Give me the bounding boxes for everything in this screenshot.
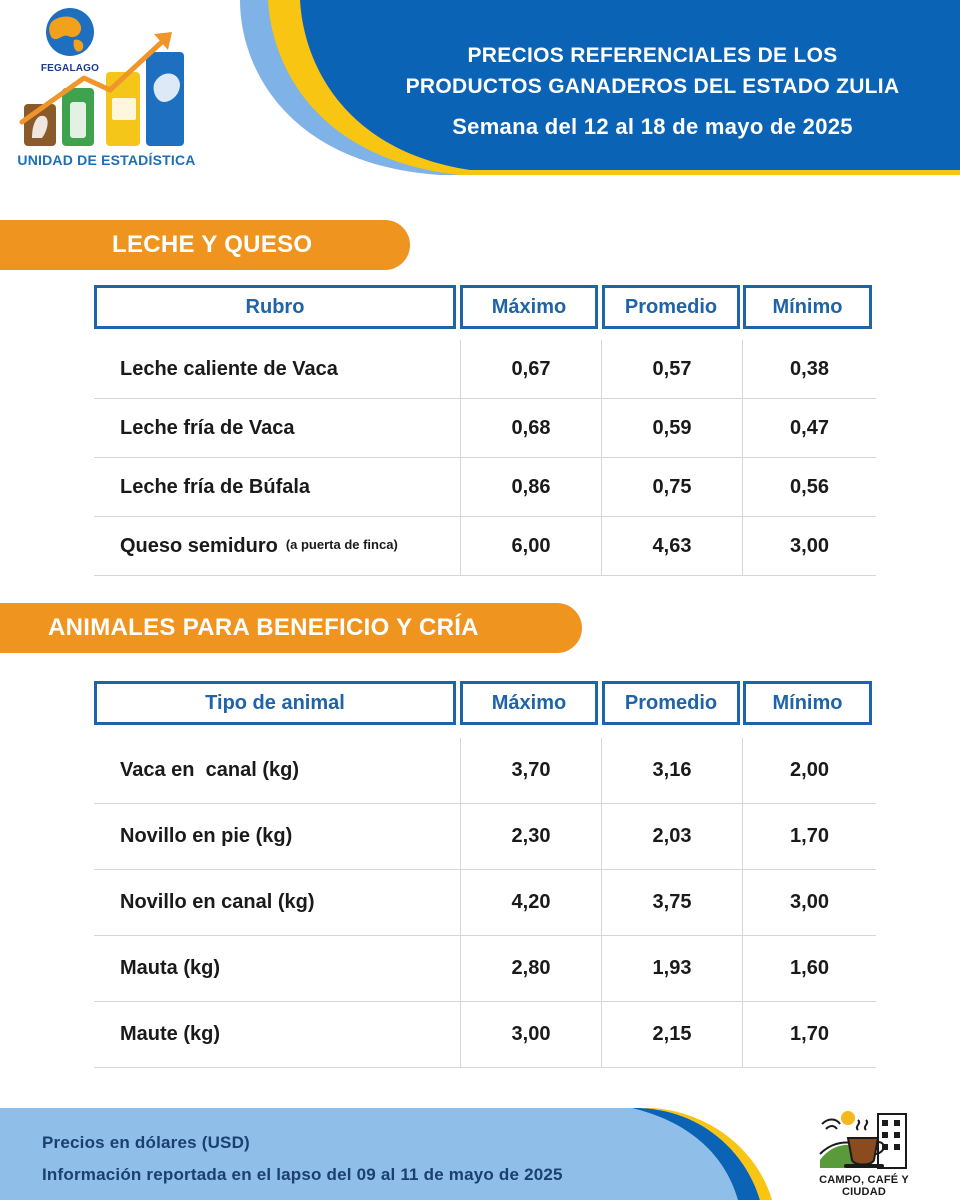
coffee-cup-city-icon bbox=[818, 1108, 910, 1170]
period-note: Información reportada en el lapso del 09 al 11 de mayo de 2025 bbox=[42, 1165, 563, 1184]
page-title-line-2: PRODUCTOS GANADEROS DEL ESTADO ZULIA bbox=[405, 75, 900, 98]
row-max: 3,00 bbox=[460, 1002, 601, 1067]
column-header-minimo: Mínimo bbox=[743, 285, 872, 329]
table-row bbox=[94, 340, 876, 399]
row-avg: 3,75 bbox=[601, 870, 742, 935]
table-row bbox=[94, 936, 876, 1002]
row-max: 6,00 bbox=[460, 517, 601, 575]
row-name: Mauta (kg) bbox=[120, 957, 220, 979]
price-table-leche-queso bbox=[94, 340, 876, 576]
row-max: 0,86 bbox=[460, 458, 601, 516]
row-min: 3,00 bbox=[742, 870, 876, 935]
row-max: 4,20 bbox=[460, 870, 601, 935]
row-name: Queso semiduro bbox=[120, 534, 278, 557]
campo-cafe-ciudad-badge bbox=[798, 1108, 930, 1198]
week-range: Semana del 12 al 18 de mayo de 2025 bbox=[452, 114, 853, 139]
row-max: 2,30 bbox=[460, 804, 601, 869]
footer-notes bbox=[42, 1127, 563, 1191]
row-min: 0,56 bbox=[742, 458, 876, 516]
row-min: 0,38 bbox=[742, 340, 876, 398]
row-name: Leche fría de Vaca bbox=[120, 416, 295, 439]
currency-note: Precios en dólares (USD) bbox=[42, 1133, 250, 1152]
row-name: Leche caliente de Vaca bbox=[120, 357, 338, 380]
logo-brand-text: FEGALAGO bbox=[40, 63, 100, 74]
column-header-rubro: Rubro bbox=[94, 285, 456, 329]
column-header-tipo-animal: Tipo de animal bbox=[94, 681, 456, 725]
row-max: 3,70 bbox=[460, 738, 601, 803]
table-row bbox=[94, 804, 876, 870]
table-row bbox=[94, 738, 876, 804]
row-min: 1,60 bbox=[742, 936, 876, 1001]
page-title-line-1: PRECIOS REFERENCIALES DE LOS bbox=[467, 44, 838, 67]
row-max: 0,68 bbox=[460, 399, 601, 457]
row-min: 2,00 bbox=[742, 738, 876, 803]
row-avg: 0,59 bbox=[601, 399, 742, 457]
section-banner-animales: ANIMALES PARA BENEFICIO Y CRÍA bbox=[0, 603, 582, 653]
row-min: 1,70 bbox=[742, 804, 876, 869]
column-header-promedio: Promedio bbox=[602, 285, 740, 329]
row-name-cell bbox=[94, 517, 460, 575]
table-row bbox=[94, 517, 876, 576]
row-name: Maute (kg) bbox=[120, 1023, 220, 1045]
header-title-block bbox=[360, 40, 945, 140]
section-banner-leche-queso: LECHE Y QUESO bbox=[0, 220, 410, 270]
price-table-animales bbox=[94, 738, 876, 1068]
row-avg: 0,57 bbox=[601, 340, 742, 398]
row-note: (a puerta de finca) bbox=[285, 536, 398, 552]
row-min: 3,00 bbox=[742, 517, 876, 575]
row-avg: 1,93 bbox=[601, 936, 742, 1001]
row-name: Leche fría de Búfala bbox=[120, 475, 311, 498]
row-name: Vaca en canal (kg) bbox=[120, 759, 299, 781]
row-min: 1,70 bbox=[742, 1002, 876, 1067]
row-name: Novillo en canal (kg) bbox=[120, 891, 315, 913]
badge-label: CAMPO, CAFÉ Y CIUDAD bbox=[819, 1174, 909, 1198]
row-avg: 4,63 bbox=[601, 517, 742, 575]
row-max: 0,67 bbox=[460, 340, 601, 398]
column-header-promedio: Promedio bbox=[602, 681, 740, 725]
table-row bbox=[94, 1002, 876, 1068]
table-row bbox=[94, 458, 876, 517]
table-row bbox=[94, 870, 876, 936]
column-header-minimo: Mínimo bbox=[743, 681, 872, 725]
logo-unit-text: UNIDAD DE ESTADÍSTICA bbox=[17, 152, 196, 168]
row-avg: 2,03 bbox=[601, 804, 742, 869]
row-min: 0,47 bbox=[742, 399, 876, 457]
row-avg: 2,15 bbox=[601, 1002, 742, 1067]
fegalago-logo bbox=[14, 6, 199, 171]
row-avg: 3,16 bbox=[601, 738, 742, 803]
column-header-maximo: Máximo bbox=[460, 285, 598, 329]
table-row bbox=[94, 399, 876, 458]
row-avg: 0,75 bbox=[601, 458, 742, 516]
column-header-maximo: Máximo bbox=[460, 681, 598, 725]
row-max: 2,80 bbox=[460, 936, 601, 1001]
livestock-statistics-logo-icon bbox=[14, 6, 199, 171]
row-name: Novillo en pie (kg) bbox=[120, 825, 293, 847]
